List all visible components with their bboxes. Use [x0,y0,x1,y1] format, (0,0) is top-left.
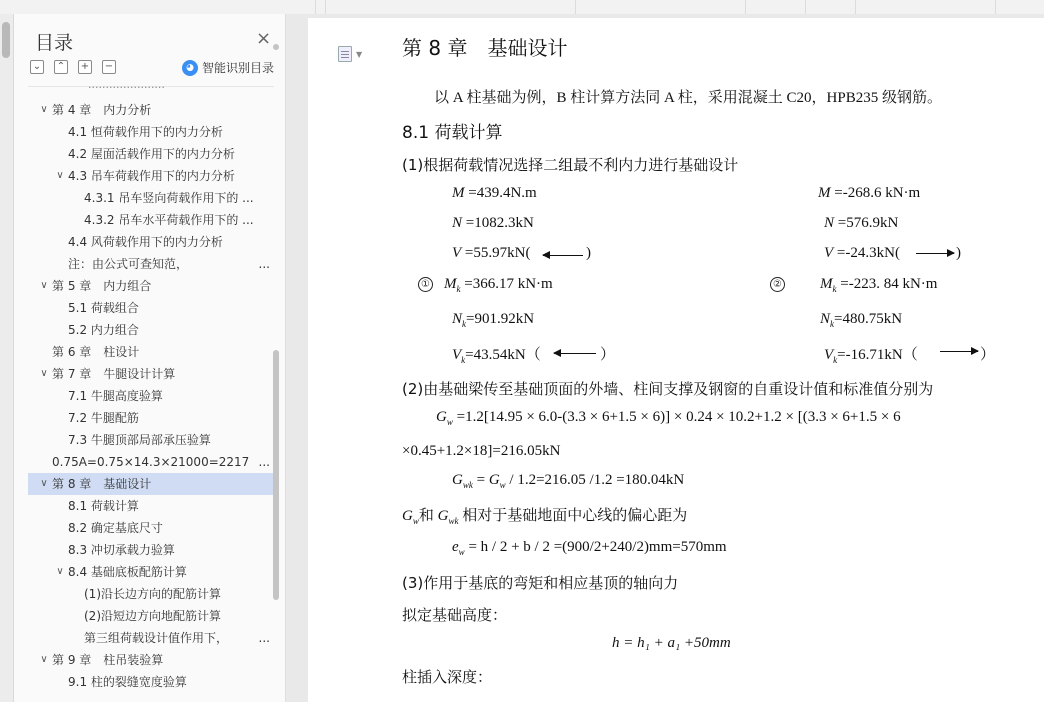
outline-item-label: 9.1 柱的裂缝宽度验算 [68,675,187,689]
outline-item-label: 第 7 章 牛腿设计计算 [52,367,176,381]
outline-item-label: 第 8 章 基础设计 [52,477,152,491]
formula-Vk-right-value: =-16.71kN（ [837,347,918,363]
outline-item[interactable] [28,561,274,583]
ai-icon: ◕ [182,60,198,76]
outline-item-label: 4.4 风荷载作用下的内力分析 [68,235,223,249]
arrow-left-icon [554,353,596,354]
formula-N-left-value: =1082.3kN [465,215,534,231]
toolbar-segment [576,0,746,14]
outline-item-label: 5.2 内力组合 [68,323,139,337]
left-nav-bar [0,14,14,702]
formula-V-left: V =55.97kN( [452,245,531,261]
outline-item[interactable] [28,253,274,275]
outline-item-label: 第 4 章 内力分析 [52,103,152,117]
arrow-right-icon [940,351,978,352]
outline-toolbar [30,60,116,74]
outline-item[interactable] [28,231,274,253]
outline-item[interactable] [28,363,274,385]
formula-N-left: N =1082.3kN [452,215,534,231]
formula-Vk-right: $V_k=-16.71kN$（ [824,347,918,365]
formula-M-left: M =439.4N.m [452,185,537,201]
outline-panel-title: 目录 [35,32,74,54]
outline-item[interactable] [28,385,274,407]
eccentricity-line: $G_w$和 $G_{wk}$ 相对于基础地面中心线的偏心距为 [402,506,688,526]
outline-item-label: 8.1 荷载计算 [68,499,139,513]
toolbar-segment [0,0,316,14]
section-title: 8.1 荷载计算 [402,123,503,143]
outline-item[interactable] [28,121,274,143]
chevron-down-icon[interactable]: ∨ [40,478,48,489]
outline-item[interactable] [28,583,274,605]
close-icon[interactable]: × [256,28,272,49]
formula-V-right-value: =-24.3kN( [836,245,900,261]
add-heading-button[interactable]: + [78,60,92,74]
top-toolbar-strip [0,0,1044,14]
outline-item-label: 第三组荷载设计值作用下， [84,631,229,645]
outline-item-ellipsis: ... [258,257,270,271]
smart-recognize-toc-button[interactable] [182,59,274,76]
outline-item-selected[interactable] [28,473,274,495]
outline-item-label: 8.4 基础底板配筋计算 [68,565,187,579]
outline-item[interactable] [28,187,274,209]
formula-N-right-value: =576.9kN [837,215,899,231]
formula-Gw-value: =1.2[14.95 × 6.0-(3.3 × 6+1.5 × 6)] × 0.24 × 10.2+1.2 × [(3.3 × 6+1.5 × 6 [456,409,901,425]
formula-ew: $e_w = h / 2 + b / 2 =(900/2+240/2)mm=570mm$ [452,539,727,557]
outline-item-label: (1)沿长边方向的配筋计算 [84,587,221,601]
formula-paren: ) [586,245,591,261]
chevron-down-icon[interactable]: ∨ [40,654,48,665]
formula-paren: ） [980,347,996,363]
formula-Gwk-value: / 1.2=216.05 /1.2 =180.04kN [509,472,685,488]
outline-item[interactable] [28,671,274,693]
outline-item[interactable] [28,275,274,297]
outline-item-label: (2)沿短边方向地配筋计算 [84,609,221,623]
outline-item[interactable] [28,605,274,627]
outline-tree [28,78,274,702]
outline-item-label: 7.1 牛腿高度验算 [68,389,163,403]
formula-V-right: V =-24.3kN( [824,245,900,261]
outline-item-label: 0.75A=0.75×14.3×21000=2217 [52,455,250,469]
chevron-down-icon[interactable]: ▼ [356,50,363,59]
toolbar-segment [746,0,806,14]
arrow-right-icon [916,253,954,254]
outline-item-label: 4.2 屋面活载作用下的内力分析 [68,147,235,161]
formula-M-left-value: =439.4N.m [468,185,537,201]
outline-item-label: 8.3 冲切承载力验算 [68,543,175,557]
outline-item-ellipsis: ... [258,631,270,645]
formula-Vk-left: $V_k=43.54kN$（ [452,347,541,365]
outline-item[interactable] [28,517,274,539]
outline-item-label: 4.1 恒荷载作用下的内力分析 [68,125,223,139]
outline-scroll-up[interactable] [273,44,279,50]
outline-item-label: 8.2 确定基底尺寸 [68,521,163,535]
outline-item-ellipsis: ... [258,455,270,469]
eccentricity-and: 和 [418,506,434,524]
formula-Nk-left-value: =901.92kN [466,311,535,327]
formula-Gwk: $G_{wk} = G_w / 1.2=216.05$ /1.2 =180.04kN [452,472,685,490]
group-2-marker: ② [770,277,785,292]
outline-item-label: 第 6 章 柱设计 [52,345,140,359]
formula-ew-value: = h / 2 + b / 2 =(900/2+240/2)mm=570mm [468,539,727,555]
outline-item-label: 7.2 牛腿配筋 [68,411,139,425]
paragraph-4: 拟定基础高度： [402,606,508,624]
toolbar-segment [316,0,326,14]
outline-item[interactable] [28,209,274,231]
formula-Nk-right: $N_k=480.75kN$ [820,311,903,329]
outline-item[interactable] [28,429,274,451]
outline-panel [14,14,286,702]
formula-Nk-right-value: =480.75kN [834,311,903,327]
outline-item[interactable] [28,297,274,319]
paragraph-5: 柱插入深度： [402,668,493,686]
outline-item[interactable] [28,99,274,121]
outline-item-label: 5.1 荷载组合 [68,301,139,315]
outline-item[interactable] [28,627,274,649]
paragraph-settings-icon[interactable] [338,46,352,62]
paragraph-1: (1)根据荷载情况选择二组最不利内力进行基础设计 [402,156,739,174]
chevron-down-icon[interactable]: ∨ [56,170,64,181]
outline-item-label: 第 9 章 柱吊装验算 [52,653,164,667]
chevron-down-icon[interactable]: ∨ [40,280,48,291]
formula-Mk-right-value: =-223. 84 kN·m [840,276,938,292]
outline-item[interactable] [28,407,274,429]
outline-item[interactable] [28,495,274,517]
formula-h: h = h₁ + a₁ +50mm [612,635,731,651]
formula-Mk-left: $M_k =366.17$ kN·m [444,276,553,294]
toolbar-segment [856,0,996,14]
outline-item[interactable] [28,451,274,473]
outline-item[interactable] [28,649,274,671]
remove-heading-button[interactable]: − [102,60,116,74]
formula-Gw: $G_w =1.2[14.95 \times 6.0-(3.3 \times 6+1.5 \times 6)] \times 0.24 \times 10.2+1.2 \times [(3.3 \times 6+1.5 \times 6$ [436,409,901,427]
chevron-down-icon[interactable]: ∨ [40,368,48,379]
toolbar-segment [806,0,856,14]
eccentricity-text: 相对于基础地面中心线的偏心距为 [462,506,688,524]
truncated-previous-item: ...................... [88,78,165,91]
formula-paren: ） [600,347,616,363]
formula-Vk-left-value: =43.54kN（ [465,347,541,363]
formula-paren: ) [956,245,961,261]
outline-item-label: 4.3.2 吊车水平荷载作用下的 ... [84,213,254,227]
chevron-down-icon[interactable]: ∨ [56,566,64,577]
outline-item[interactable] [28,341,274,363]
outline-item-label: 7.3 牛腿顶部局部承压验算 [68,433,211,447]
outline-item-label: 4.3.1 吊车竖向荷载作用下的 ... [84,191,254,205]
outline-item-label: 第 5 章 内力组合 [52,279,152,293]
formula-Nk-left: $N_k=901.92kN$ [452,311,535,329]
expand-up-button[interactable]: ⌃ [54,60,68,74]
paragraph-2: (2)由基础梁传至基础顶面的外墙、柱间支撑及钢窗的自重设计值和标准值分别为 [402,380,934,398]
outline-scrollbar[interactable] [273,350,279,600]
outline-item-label: 注：由公式可查知范， [68,257,189,271]
document-page [308,18,1044,702]
collapse-all-button[interactable]: ⌄ [30,60,44,74]
arrow-left-icon [543,255,583,256]
outline-item[interactable] [28,319,274,341]
intro-paragraph: 以 A 柱基础为例，B 柱计算方法同 A 柱，采用混凝土 C20，HPB235 级钢筋。 [434,90,942,106]
left-nav-scroll-thumb[interactable] [2,22,10,58]
formula-M-right: M =-268.6 kN·m [818,185,921,201]
outline-item[interactable] [28,165,274,187]
formula-Gw-cont: ×0.45+1.2×18]=216.05kN [402,443,561,459]
chevron-down-icon[interactable]: ∨ [40,104,48,115]
outline-item[interactable] [28,143,274,165]
formula-V-left-value: =55.97kN( [464,245,531,261]
outline-item-label: 4.3 吊车荷载作用下的内力分析 [68,169,235,183]
toolbar-segment [326,0,576,14]
outline-item[interactable] [28,539,274,561]
group-1-marker: ① [418,277,433,292]
formula-N-right: N =576.9kN [824,215,899,231]
chapter-title: 第 8 章 基础设计 [402,36,568,60]
paragraph-3: (3)作用于基底的弯矩和相应基顶的轴向力 [402,574,679,592]
smart-recognize-label: 智能识别目录 [202,61,275,75]
formula-M-right-value: =-268.6 kN·m [834,185,921,201]
formula-Mk-left-value: =366.17 kN·m [464,276,553,292]
formula-Mk-right: $M_k =-223$. 84 kN·m [820,276,938,294]
